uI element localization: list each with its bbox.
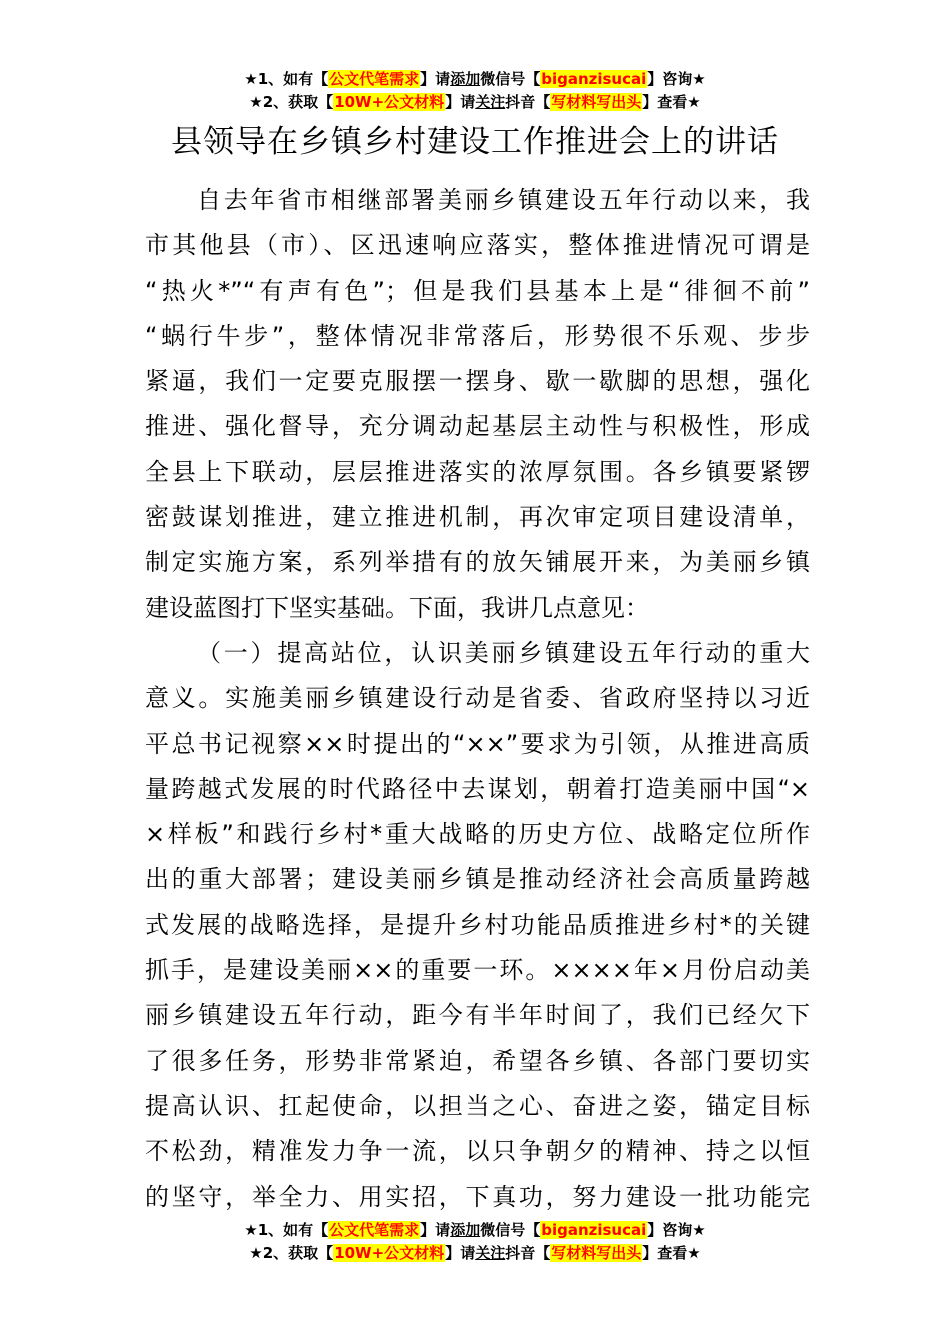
text-line: 推进、强化督导，充分调动起基层主动性与积极性，形成 bbox=[145, 412, 810, 441]
footer-promo-banner bbox=[0, 1219, 950, 1265]
highlight-materials: 10W+公文材料 bbox=[334, 1244, 445, 1262]
text-line: 提高认识、扛起使命，以担当之心、奋进之姿，锚定目标 bbox=[145, 1091, 810, 1120]
promo-line-2: ★2、获取【10W+公文材料】请关注抖音【写材料写出头】查看★ bbox=[249, 1244, 701, 1262]
text-line: 平总书记视察××时提出的“××”要求为引领，从推进高质 bbox=[145, 729, 810, 758]
text-line: 市其他县（市）、区迅速响应落实，整体推进情况可谓是 bbox=[145, 231, 810, 260]
text-line: 全县上下联动，层层推进落实的浓厚氛围。各乡镇要紧锣 bbox=[145, 457, 810, 486]
promo-line-1: ★1、如有【公文代笔需求】请添加微信号【biganzisucai】咨询★ bbox=[244, 1221, 706, 1239]
text-line: 建设蓝图打下坚实基础。下面，我讲几点意见： bbox=[145, 593, 649, 622]
paragraph-section-1 bbox=[145, 631, 810, 1220]
text-line: 了很多任务，形势非常紧迫，希望各乡镇、各部门要切实 bbox=[145, 1046, 810, 1075]
text-line: ×样板”和践行乡村*重大战略的历史方位、战略定位所作 bbox=[145, 820, 810, 849]
text-line: 意义。实施美丽乡镇建设行动是省委、省政府坚持以习近 bbox=[145, 684, 810, 713]
highlight-wechat-id: biganzisucai bbox=[541, 1221, 647, 1239]
text-line: 式发展的战略选择，是提升乡村功能品质推进乡村*的关键 bbox=[145, 910, 810, 939]
promo-line-1: ★1、如有【公文代笔需求】请添加微信号【biganzisucai】咨询★ bbox=[244, 70, 706, 88]
document-title: 县领导在乡镇乡村建设工作推进会上的讲话 bbox=[171, 124, 779, 160]
highlight-douyin-account: 写材料写出头 bbox=[551, 1244, 642, 1262]
promo-line-2: ★2、获取【10W+公文材料】请关注抖音【写材料写出头】查看★ bbox=[249, 93, 701, 111]
text-line: 量跨越式发展的时代路径中去谋划，朝着打造美丽中国“× bbox=[145, 774, 810, 803]
highlight-service: 公文代笔需求 bbox=[329, 1221, 420, 1239]
highlight-service: 公文代笔需求 bbox=[329, 70, 420, 88]
text-line: “蜗行牛步”，整体情况非常落后，形势很不乐观、步步 bbox=[145, 321, 810, 350]
text-line: 抓手，是建设美丽××的重要一环。××××年×月份启动美 bbox=[145, 956, 810, 985]
text-line: 出的重大部署；建设美丽乡镇是推动经济社会高质量跨越 bbox=[145, 865, 810, 894]
text-line: （一）提高站位，认识美丽乡镇建设五年行动的重大 bbox=[197, 639, 810, 667]
header-promo-banner bbox=[0, 68, 950, 114]
paragraph-intro bbox=[145, 178, 810, 631]
text-line: 制定实施方案，系列举措有的放矢铺展开来，为美丽乡镇 bbox=[145, 548, 810, 577]
text-line: 密鼓谋划推进，建立推进机制，再次审定项目建设清单， bbox=[145, 503, 810, 532]
highlight-douyin-account: 写材料写出头 bbox=[551, 93, 642, 111]
text-line: 不松劲，精准发力争一流，以只争朝夕的精神、持之以恒 bbox=[145, 1137, 810, 1166]
highlight-materials: 10W+公文材料 bbox=[334, 93, 445, 111]
text-line: 紧逼，我们一定要克服摆一摆身、歇一歇脚的思想，强化 bbox=[145, 367, 810, 396]
text-line: 丽乡镇建设五年行动，距今有半年时间了，我们已经欠下 bbox=[145, 1001, 810, 1030]
text-line: 的坚守，举全力、用实招，下真功，努力建设一批功能完 bbox=[145, 1182, 810, 1211]
highlight-wechat-id: biganzisucai bbox=[541, 70, 647, 88]
text-line: 自去年省市相继部署美丽乡镇建设五年行动以来，我 bbox=[197, 186, 810, 214]
text-line: “热火*”“有声有色”；但是我们县基本上是“徘徊不前” bbox=[145, 276, 810, 305]
